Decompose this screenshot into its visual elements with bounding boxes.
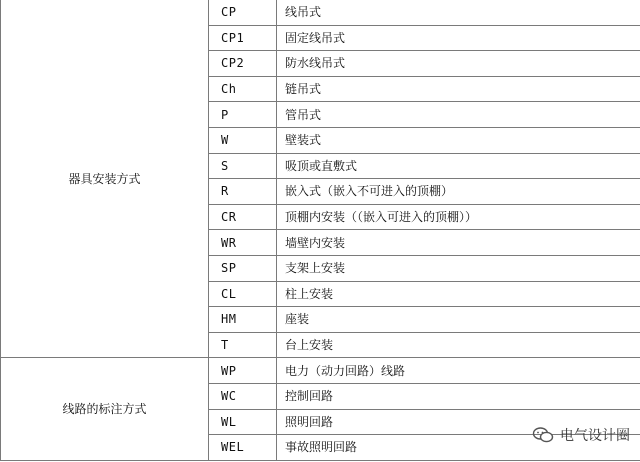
code-cell: WR — [209, 230, 277, 256]
description-cell: 照明回路 — [277, 409, 640, 435]
description-cell: 管吊式 — [277, 102, 640, 128]
code-cell: CR — [209, 204, 277, 230]
description-cell: 电力（动力回路）线路 — [277, 358, 640, 384]
description-cell: 顶棚内安装（（嵌入可进入的顶棚）） — [277, 204, 640, 230]
description-cell: 壁装式 — [277, 127, 640, 153]
description-cell: 支架上安装 — [277, 255, 640, 281]
code-cell: Ch — [209, 76, 277, 102]
watermark-text: 电气设计圈 — [560, 428, 630, 444]
description-cell: 链吊式 — [277, 76, 640, 102]
code-cell: WP — [209, 358, 277, 384]
code-cell: WEL — [209, 435, 277, 461]
code-cell: R — [209, 179, 277, 205]
table-body — [1, 0, 640, 460]
code-cell: CL — [209, 281, 277, 307]
table-row — [1, 358, 640, 384]
code-cell: P — [209, 102, 277, 128]
description-cell: 柱上安装 — [277, 281, 640, 307]
code-cell: CP — [209, 0, 277, 25]
description-cell: 固定线吊式 — [277, 25, 640, 51]
code-cell: S — [209, 153, 277, 179]
wechat-chat-bubbles-icon — [532, 426, 554, 444]
category-cell: 器具安装方式 — [1, 0, 209, 358]
watermark — [532, 424, 630, 446]
description-cell: 防水线吊式 — [277, 51, 640, 77]
code-cell: SP — [209, 255, 277, 281]
description-cell: 嵌入式（嵌入不可进入的顶棚） — [277, 179, 640, 205]
description-cell: 座装 — [277, 307, 640, 333]
code-cell: CP2 — [209, 51, 277, 77]
code-cell: W — [209, 127, 277, 153]
description-cell: 台上安装 — [277, 332, 640, 358]
code-cell: CP1 — [209, 25, 277, 51]
code-cell: T — [209, 332, 277, 358]
description-cell: 吸顶或直敷式 — [277, 153, 640, 179]
code-cell: HM — [209, 307, 277, 333]
description-cell: 事故照明回路 — [277, 435, 640, 461]
description-cell: 墙壁内安装 — [277, 230, 640, 256]
category-cell: 线路的标注方式 — [1, 358, 209, 460]
description-cell: 线吊式 — [277, 0, 640, 25]
table-row — [1, 0, 640, 25]
code-cell: WC — [209, 383, 277, 409]
code-cell: WL — [209, 409, 277, 435]
description-cell: 控制回路 — [277, 383, 640, 409]
